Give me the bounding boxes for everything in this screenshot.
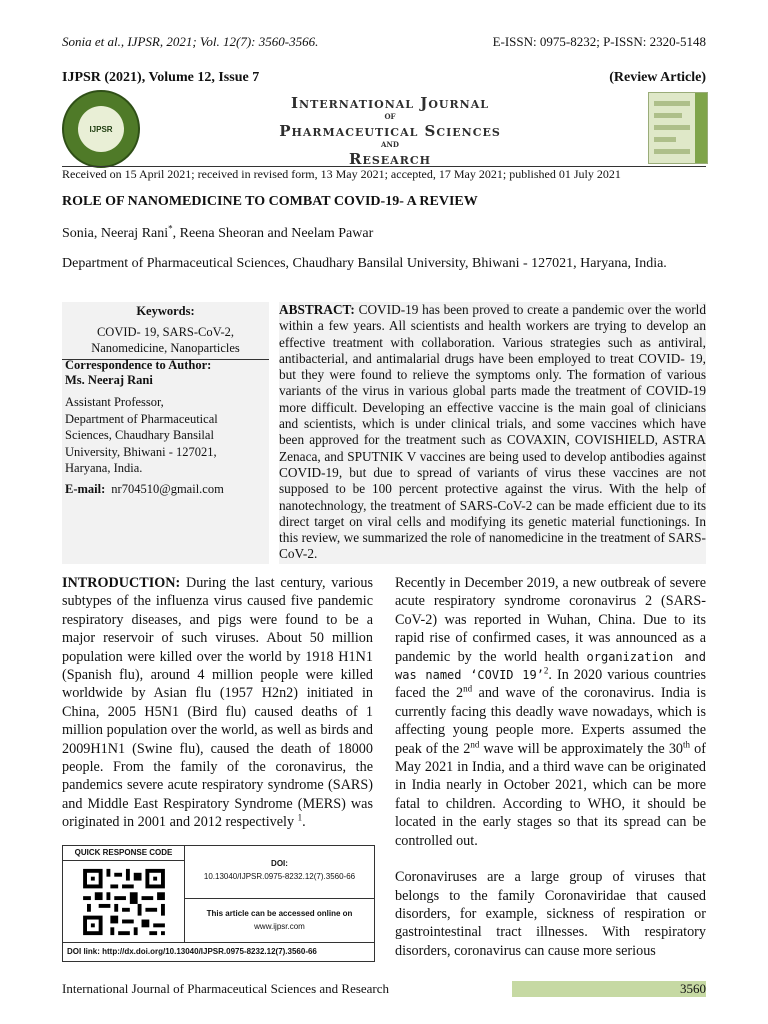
qr-code-icon <box>78 865 170 939</box>
authors-rest: , Reena Sheoran and Neelam Pawar <box>172 226 374 241</box>
doi-value[interactable]: 10.13040/IJPSR.0975-8232.12(7).3560-66 <box>203 872 356 881</box>
correspondence-name: Ms. Neeraj Rani <box>65 373 153 387</box>
right-paragraph-2: Coronaviruses are a large group of viruses that belongs to the family Coronaviridae that caused disorders, for example, sickness of respiration or gastrointestinal tract illnesses. With respiratory disorders, coronavirus can cause more serious <box>395 869 706 959</box>
p1-text-e: of May 2021 in India, and a third wave can be originated in India nearly in October 2021, which can be more fatal to children. According to WHO, it should be located in the early stages so that its spread can be controlled out. <box>395 740 706 849</box>
footer-journal: International Journal of Pharmaceutical Sciences and Research <box>62 981 390 996</box>
p1-mono-text: organization and was named ‘COVID 19’ <box>395 649 706 683</box>
masthead-line-4: and <box>381 139 399 150</box>
email-label: E-mail: <box>65 482 106 496</box>
masthead-line-3: Pharmaceutical Sciences <box>279 122 501 140</box>
doi-cell <box>185 846 374 899</box>
keywords-line: Nanomedicine, Nanoparticles <box>91 341 240 355</box>
left-column <box>62 574 373 832</box>
citation-header: Sonia et al., IJPSR, 2021; Vol. 12(7): 3560-3566. <box>62 34 319 49</box>
doi-label: DOI: <box>271 859 288 868</box>
cover-band <box>695 93 707 163</box>
qr-code-cell <box>63 861 185 942</box>
journal-masthead <box>255 94 525 168</box>
affiliation: Department of Pharmaceutical Sciences, Chaudhary Bansilal University, Bhiwani - 127021, Haryana, India. <box>62 256 667 271</box>
right-column <box>395 574 706 978</box>
ordinal-suffix: nd <box>470 738 480 749</box>
qr-heading: QUICK RESPONSE CODE <box>63 846 185 861</box>
correspondence-affiliation <box>65 394 265 477</box>
publication-dates: Received on 15 April 2021; received in revised form, 13 May 2021; accepted, 17 May 2021; published 01 July 2021 <box>62 167 621 181</box>
introduction-body: During the last century, various subtypes of the influenza virus caused five pandemic respiratory diseases, and pigs were found to be a major reservoir of such viruses. About 50 million population were killed over the world by 1918 H1N1 (Spanish flu), around 4 million people were killed worldwide by Asian flu (1957 H2n2) initiated in China, 2005 H5N1 (Bird flu) caused deaths of 1 million population over the world, as well as birds and 2009H1N1 (Swine flu), caused the death of 18000 people. From the family of the coronavirus, the pandemics severe acute respiratory syndrome (SARS) and Middle East Respiratory Syndrome (MERS) was originated in 2001 and 2012 respectively <box>62 575 373 831</box>
quick-response-box <box>62 845 375 962</box>
affiliation-line: Assistant Professor, <box>65 395 164 409</box>
keywords-line: COVID- 19, SARS-CoV-2, <box>96 325 235 339</box>
access-label: This article can be accessed online on <box>206 909 353 918</box>
author-list <box>62 223 374 242</box>
cover-block <box>654 137 676 142</box>
abstract-box <box>279 302 706 564</box>
corresponding-mark: * <box>168 223 173 234</box>
abstract-text <box>279 302 706 563</box>
seal-text: IJPSR <box>89 124 113 134</box>
masthead-line-2: of <box>384 111 396 122</box>
article-type: (Review Article) <box>609 70 706 85</box>
ordinal-suffix: nd <box>463 683 473 694</box>
reference-mark: 1 <box>297 812 303 823</box>
issn-header: E-ISSN: 0975-8232; P-ISSN: 2320-5148 <box>492 34 706 49</box>
keywords-list <box>62 324 269 356</box>
cover-block <box>654 101 690 106</box>
p1-text-b: . In 2020 various countries faced the 2 <box>395 667 706 702</box>
abstract-body: COVID-19 has been proved to create a pandemic over the world within a few years. All scientists and health workers are trying to develop an effective treatment with collaboration. Various strategies such as antiviral, antibacterial, and antimalarial drugs have been employed to treat COVID- 19, but they were found to relieve the symptoms only. The formation of various variants of the virus in various global parts made the treatment of COVID-19 more difficult. Developing an effective vaccine is the main goal of clinicians and scientists, which is under clinical trials, and some vaccines which have been approved for the treatment such as COVAXIN, COVISHIELD, ASTRA Zenaca, and SPUTNIK V vaccines are being used to develop antibodies against COVID-19, but due to spread of variants of virus these vaccines are not supposed to be 100 percent protective against the virus. With the help of nanotechnology, the treatment of SARS-CoV-2 can be made efficient due to its direct target on viral cells and modifying its genetic material functionings. In this review, we summarized the role of nanomedicine in the treatment of SARS-CoV-2. <box>279 302 706 562</box>
masthead-line-5: Research <box>348 150 431 168</box>
article-info-sidebar <box>62 302 269 564</box>
access-url[interactable]: www.ijpsr.com <box>254 922 305 931</box>
footer-bar <box>512 981 706 997</box>
email-line <box>65 482 224 497</box>
introduction-label: INTRODUCTION: <box>62 575 181 591</box>
affiliation-line: Sciences, Chaudhary Bansilal <box>65 428 214 442</box>
cover-block <box>654 149 690 154</box>
article-title: ROLE OF NANOMEDICINE TO COMBAT COVID-19- A REVIEW <box>62 194 478 209</box>
affiliation-line: Haryana, India. <box>65 461 143 475</box>
keywords-heading: Keywords: <box>136 304 195 318</box>
affiliation-line: University, Bhiwani - 127021, <box>65 444 217 459</box>
journal-seal-logo <box>62 90 140 168</box>
masthead-line-1: International Journal <box>291 94 489 112</box>
page-number: 3560 <box>680 981 706 996</box>
introduction-end: . <box>302 814 306 831</box>
abstract-label: ABSTRACT: <box>279 302 355 317</box>
ordinal-suffix: th <box>683 738 691 749</box>
doi-link[interactable]: DOI link: http://dx.doi.org/10.13040/IJPSR.0975-8232.12(7).3560-66 <box>63 942 374 960</box>
cover-block <box>654 113 682 118</box>
p1-text-c: and wave of the coronavirus. India is currently facing this deadly wave nowadays, which is affecting young people more. Experts assumed the peak of the 2 <box>395 685 706 757</box>
p1-text-d: wave will be approximately the 30 <box>479 740 684 757</box>
right-paragraph-1 <box>395 574 706 850</box>
journal-cover-thumbnail <box>648 92 708 164</box>
seal-center <box>78 106 124 152</box>
cover-block <box>654 125 690 130</box>
email-address: nr704510@gmail.com <box>111 482 224 496</box>
introduction-paragraph <box>62 574 373 832</box>
authors-first: Sonia, Neeraj Rani <box>62 226 169 241</box>
affiliation-line: Department of Pharmaceutical <box>65 411 218 426</box>
issue-label: IJPSR (2021), Volume 12, Issue 7 <box>62 70 260 85</box>
reference-mark: 2 <box>543 665 549 676</box>
access-cell <box>185 899 374 943</box>
p1-text-a: Recently in December 2019, a new outbreak of severe acute respiratory syndrome coronavirus 2 (SARS-CoV-2) was reported in Wuhan, China. Due to its rapid rise of confirmed cases, it was announced as a pandemic by the world health <box>395 575 706 665</box>
correspondence-heading: Correspondence to Author: <box>65 358 212 372</box>
